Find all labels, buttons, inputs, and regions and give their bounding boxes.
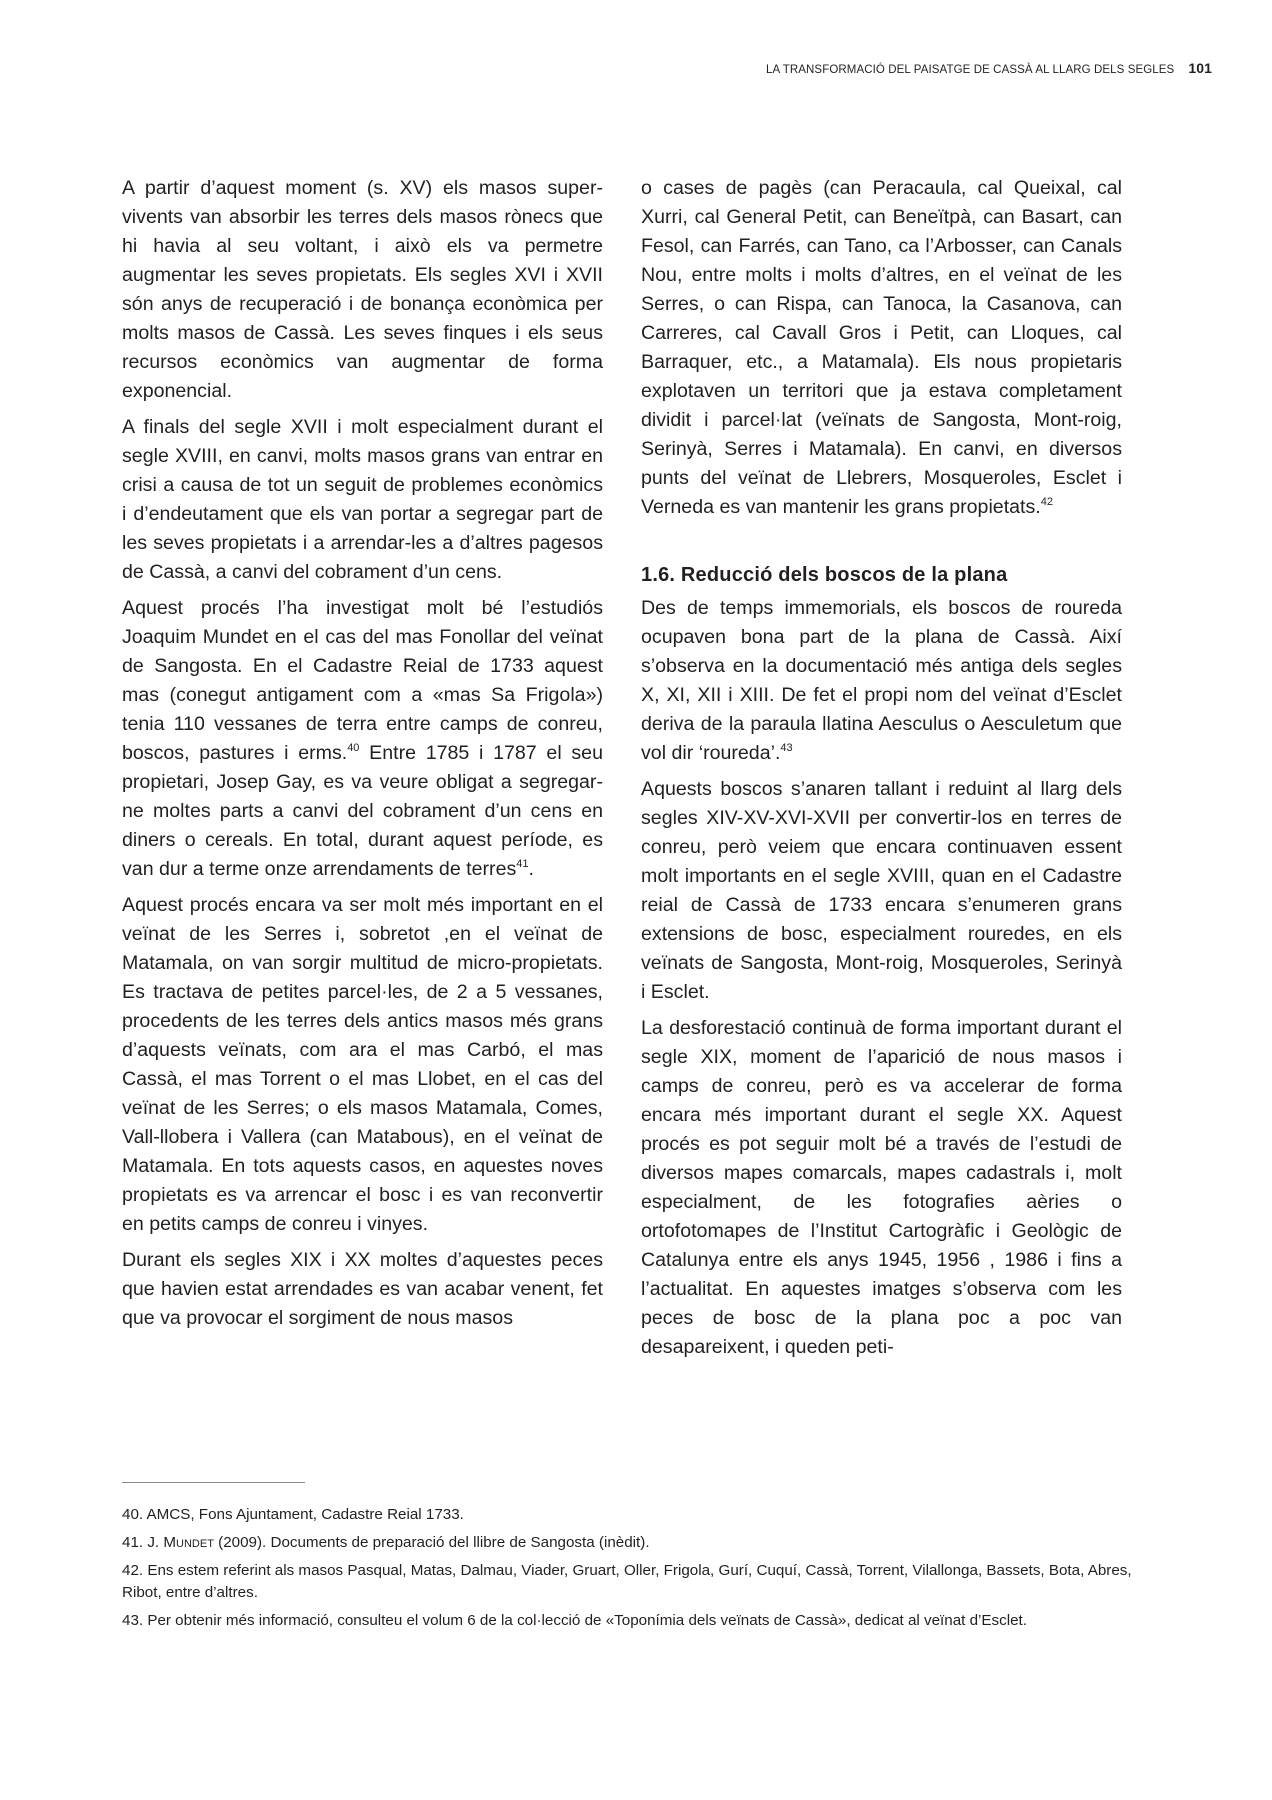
footnotes (122, 1504, 1162, 1638)
author-name: Mundet (163, 1534, 214, 1551)
paragraph: La desforestació continuà de forma important durant el segle XIX, moment de l’aparició de nous masos i camps de conreu, però es va accelerar de forma encara més important durant el segle XX. Aquest procés es pot seguir molt bé a través de l’estudi de diversos mapes comarcals, mapes cadastrals i, molt especialment, de les fotografies aèries o ortofotomapes de l’Institut Cartogràfic i Geològic de Catalunya entre els anys 1945, 1956 , 1986 i fins a l’actualitat. En aquestes imatges s’observa com les peces de bosc de la plana poc a poc van desapareixent, i queden peti- (641, 1017, 1122, 1358)
footnote-43: 43. Per obtenir més informació, consulteu el volum 6 de la col·lecció de «Toponímia dels veïnats de Cassà», dedicat al veïnat d’Esclet. (122, 1612, 1027, 1629)
paragraph: A partir d’aquest moment (s. XV) els masos supervivents van absorbir les terres dels masos rònecs que hi havia al seu voltant, i això els va permetre augmentar les seves propietats. Els segles XVI i XVII són anys de recuperació i de bonança econòmica per molts masos de Cassà. Les seves finques i els seus recursos econòmics van augmentar de forma exponencial. (122, 177, 603, 402)
paragraph: Aquest procés encara va ser molt més important en el veïnat de les Serres i, sobretot ,en el veïnat de Matamala, on van sorgir multitud de micro-propietats. Es tractava de petites parcel·les, de 2 a 5 vessanes, procedents de les terres dels antics masos més grans d’aquests veïnats, com ara el mas Carbó, el mas Cassà, el mas Torrent o el mas Llobet, en el cas del veïnat de les Serres; o els masos Matamala, Comes, Vall-llobera i Vallera (can Matabous), en el veïnat de Matamala. En tots aquests casos, en aquestes noves propietats es va arrencar el bosc i es van reconvertir en petits camps de conreu i vinyes. (122, 894, 603, 1235)
paragraph: A finals del segle XVII i molt especialment durant el segle XVIII, en canvi, molts masos grans van entrar en crisi a causa de tot un seguit de problemes econòmics i d’endeutament que els van portar a segregar part de les seves propietats i a arrendar-les a d’altres pagesos de Cassà, a canvi del cobrament d’un cens. (122, 416, 603, 583)
paragraph: Durant els segles XIX i XX moltes d’aquestes peces que havien estat arrendades es van acabar venent, fet que va provocar el sorgiment de nous masos (122, 1249, 603, 1329)
right-column (641, 174, 1122, 1369)
footnote-42: 42. Ens estem referint als masos Pasqual, Matas, Dalmau, Viader, Gruart, Oller, Frigola, Gurí, Cuquí, Cassà, Torrent, Vilallonga, Bassets, Bota, Abres, Ribot, entre d’altres. (122, 1562, 1132, 1601)
footnote-41: 41. J. Mundet (2009). Documents de preparació del llibre de Sangosta (inèdit). (122, 1534, 650, 1551)
footnote-ref-43[interactable]: 43 (780, 742, 793, 754)
footnote-divider (122, 1482, 305, 1483)
paragraph: o cases de pagès (can Peracaula, cal Queixal, cal Xurri, cal General Petit, can Beneïtpà, can Basart, can Fesol, can Farrés, can Tano, ca l’Arbosser, can Canals Nou, entre molts i molts d’altres, en el veïnat de les Serres, o can Rispa, can Tanoca, la Casanova, can Carreres, cal Cavall Gros i Petit, can Lloques, cal Barraquer, etc., a Matamala). Els nous propietaris explotaven un territori que ja estava completament dividit i parcel·lat (veïnats de Sangosta, Mont-roig, Serinyà, Serres i Matamala). En canvi, en diversos punts del veïnat de Llebrers, Mosqueroles, Esclet i Verneda es van mantenir les grans propietats.$^{42}$ (641, 177, 1122, 518)
paragraph: Aquests boscos s’anaren tallant i reduint al llarg dels segles XIV-XV-XVI-XVII per convertir-los en terres de conreu, però veiem que encara continuaven essent molt importants en el segle XVIII, quan en el Cadastre reial de Cassà de 1733 encara s’enumeren grans extensions de bosc, especialment rouredes, en els veïnats de Sangosta, Mont-roig, Mosqueroles, Serinyà i Esclet. (641, 778, 1122, 1003)
paragraph: Aquest procés l’ha investigat molt bé l’estudiós Joaquim Mundet en el cas del mas Fonollar del veïnat de Sangosta. En el Cadastre Reial de 1733 aquest mas (conegut antigament com a «mas Sa Frigola») tenia 110 vessanes de terra entre camps de conreu, boscos, pastures i erms.$^{40}$ Entre 1785 i 1787 el seu propietari, Josep Gay, es va veure obligat a segregar-ne moltes parts a canvi del cobrament d’un cens en diners o cereals. En total, durant aquest període, es van dur a terme onze arrendaments de terres$^{41}$. (122, 597, 603, 880)
footnote-ref-40[interactable]: 40 (347, 742, 360, 754)
footnote-ref-41[interactable]: 41 (516, 858, 529, 870)
left-column (122, 174, 603, 1340)
section-heading: 1.6. Reducció dels boscos de la plana (641, 564, 1008, 586)
footnote-40: 40. AMCS, Fons Ajuntament, Cadastre Reial 1733. (122, 1506, 464, 1523)
page-number: 101 (1188, 60, 1212, 76)
footnote-ref-42[interactable]: 42 (1040, 496, 1053, 508)
running-header (766, 60, 1212, 76)
running-title: LA TRANSFORMACIÓ DEL PAISATGE DE CASSÀ AL LLARG DELS SEGLES (766, 64, 1175, 76)
paragraph: Des de temps immemorials, els boscos de roureda ocupaven bona part de la plana de Cassà. Així s’observa en la documentació més antiga dels segles X, XI, XII i XIII. De fet el propi nom del veïnat d’Esclet deriva de la paraula llatina Aesculus o Aesculetum que vol dir ‘roureda’.$^{43}$ (641, 597, 1122, 764)
